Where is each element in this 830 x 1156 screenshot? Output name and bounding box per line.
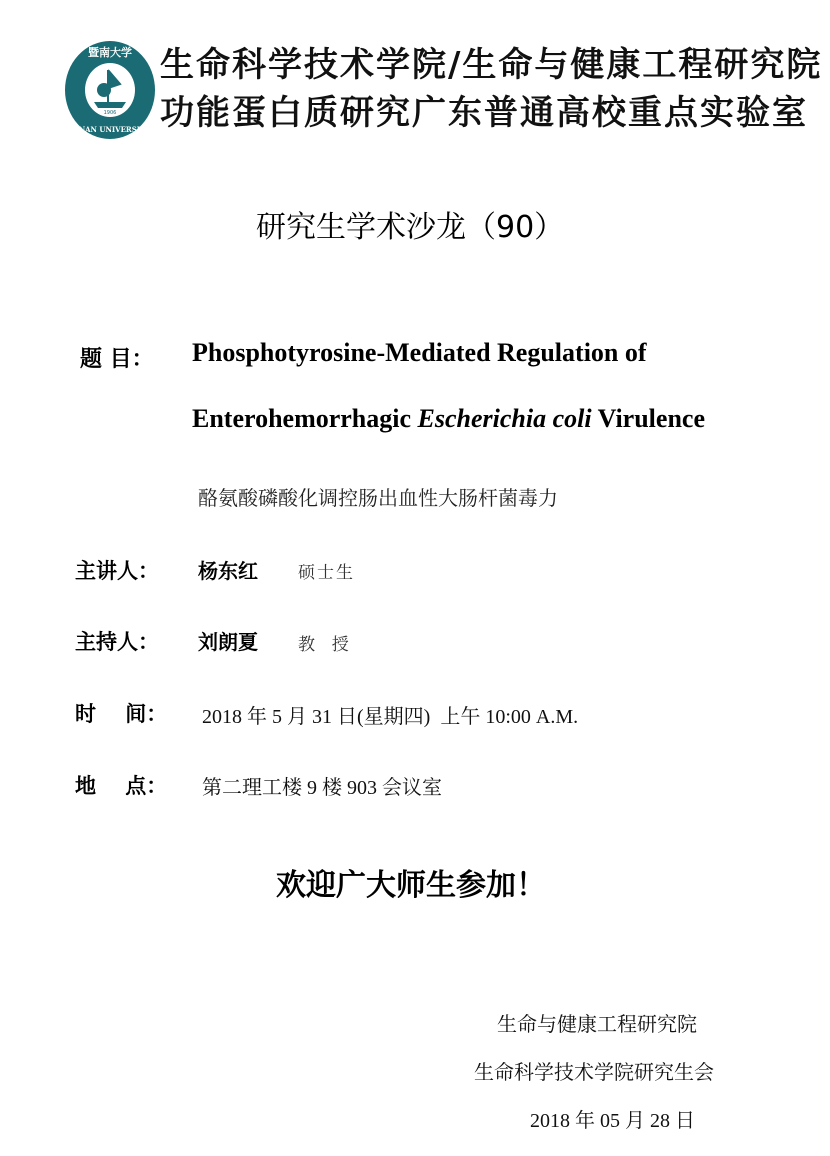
topic-label: 题 目： — [80, 347, 154, 372]
svg-text:JI NAN UNIVERSITY: JI NAN UNIVERSITY — [69, 125, 151, 134]
topic-english-post: Virulence — [591, 404, 705, 433]
host-name: 刘朗夏 — [198, 630, 258, 654]
header-line-1: 生命科学技术学院/生命与健康工程研究院 — [160, 45, 823, 85]
jinan-university-emblem-icon — [64, 40, 156, 140]
svg-text:1906: 1906 — [103, 110, 117, 116]
welcome-message: 欢迎广大师生参加！ — [276, 868, 546, 903]
university-logo — [64, 40, 156, 140]
topic-english-line-1: Phosphotyrosine-Mediated Regulation of — [192, 338, 647, 367]
topic-english-pre: Enterohemorrhagic — [192, 404, 418, 433]
host-rank: 教 授 — [298, 635, 351, 655]
time-value: 2018 年 5 月 31 日(星期四) 上午 10:00 A.M. — [202, 706, 579, 728]
speaker-name: 杨东红 — [198, 559, 258, 583]
speaker-rank: 硕士生 — [298, 563, 355, 583]
host-label: 主持人： — [75, 630, 159, 654]
topic-english-line-2 — [192, 404, 705, 434]
footer-org-2: 生命科学技术学院研究生会 — [474, 1062, 714, 1084]
topic-chinese: 酪氨酸磷酸化调控肠出血性大肠杆菌毒力 — [198, 486, 558, 510]
topic-english-species: Escherichia coli — [417, 404, 592, 433]
place-label: 地 点： — [75, 774, 168, 798]
place-value: 第二理工楼 9 楼 903 会议室 — [202, 777, 442, 799]
svg-text:暨南大学: 暨南大学 — [88, 46, 132, 59]
time-label: 时 间： — [75, 702, 168, 726]
footer-date: 2018 年 05 月 28 日 — [530, 1110, 695, 1132]
speaker-label: 主讲人： — [75, 559, 159, 583]
salon-title: 研究生学术沙龙（90） — [256, 210, 565, 245]
header-line-2: 功能蛋白质研究广东普通高校重点实验室 — [160, 93, 808, 133]
footer-org-1: 生命与健康工程研究院 — [497, 1014, 697, 1036]
